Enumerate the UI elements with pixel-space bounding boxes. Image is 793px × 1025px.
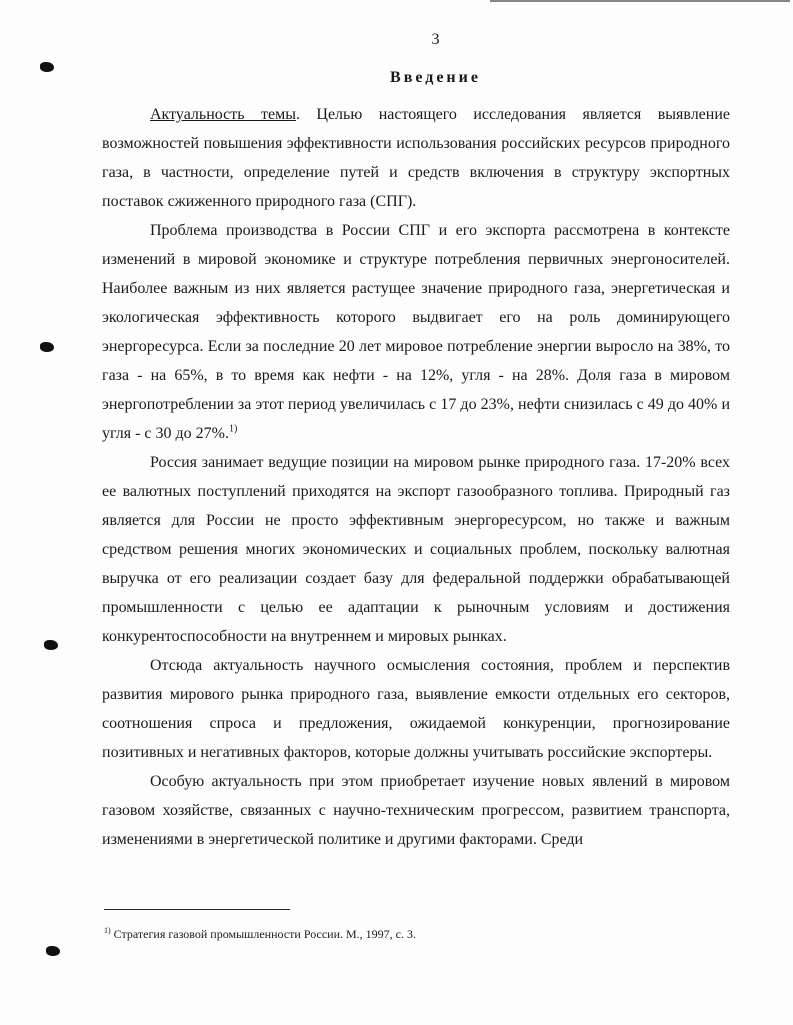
binder-hole-mark (46, 946, 60, 956)
paragraph-relevance (102, 100, 730, 216)
footnote-divider (104, 909, 290, 910)
binder-hole-mark (44, 640, 58, 650)
paragraph-scientific-relevance: Отсюда актуальность научного осмысления состояния, проблем и перспектив развития мирового рынка природного газа, выявление емкости отдельных его секторов, соотношения спроса и предложения, ожидаемой конкуренции, прогнозирование позитивных и негативных факторов, которые должны учитывать российские экспортеры. (102, 657, 730, 761)
body-text (102, 100, 730, 854)
paragraph-special-relevance: Особую актуальность при этом приобретает изучение новых явлений в мировом газовом хозяйстве, связанных с научно-техническим прогрессом, развитием транспорта, изменениями в энергетической политике и другими факторами. Среди (102, 773, 730, 848)
scan-artifact-line (490, 0, 790, 2)
problem-text: Проблема производства в России СПГ и его экспорта рассмотрена в контексте изменений в мировой экономике и структуре потребления первичных энергоносителей. Наиболее важным из них является растущее значение природного газа, энергетическая и экологическая эффективность которого выдвигает его на роль доминирующего энергоресурса. Если за последние 20 лет мировое потребление энергии выросло на 38%, то газа - на 65%, в то время как нефти - на 12%, угля - на 28%. Доля газа в мировом энергопотреблении за этот период увеличилась с 17 до 23%, нефти снизилась с 49 до 40% и угля - с 30 до 27%. (102, 222, 730, 442)
relevance-lead: Актуальность темы (150, 106, 296, 123)
paragraph-russia-position: Россия занимает ведущие позиции на мировом рынке природного газа. 17-20% всех ее валютных поступлений приходятся на экспорт газообразного топлива. Природный газ является для России не просто эффективным энергоресурсом, но также и важным средством решения многих экономических и социальных проблем, поскольку валютная выручка от его реализации создает базу для федеральной поддержки обрабатывающей промышленности с целью ее адаптации к рыночным условиям и достижения конкурентоспособности на внутреннем и мировых рынках. (102, 454, 730, 645)
footnote-text: Стратегия газовой промышленности России. М., 1997, с. 3. (110, 927, 416, 941)
section-heading: Введение (390, 69, 481, 86)
footnote (104, 926, 416, 942)
footnote-mark: 1) (104, 926, 111, 935)
relevance-text: . Целью настоящего исследования является выявление возможностей повышения эффективности использования российских ресурсов природного газа, в частности, определение путей и средств включения в структуру экспортных поставок сжиженного природного газа (СПГ). (102, 106, 731, 210)
binder-hole-mark (40, 342, 54, 352)
page-number: 3 (431, 31, 440, 48)
footnote-reference: 1) (229, 423, 238, 435)
paragraph-problem (102, 216, 730, 448)
